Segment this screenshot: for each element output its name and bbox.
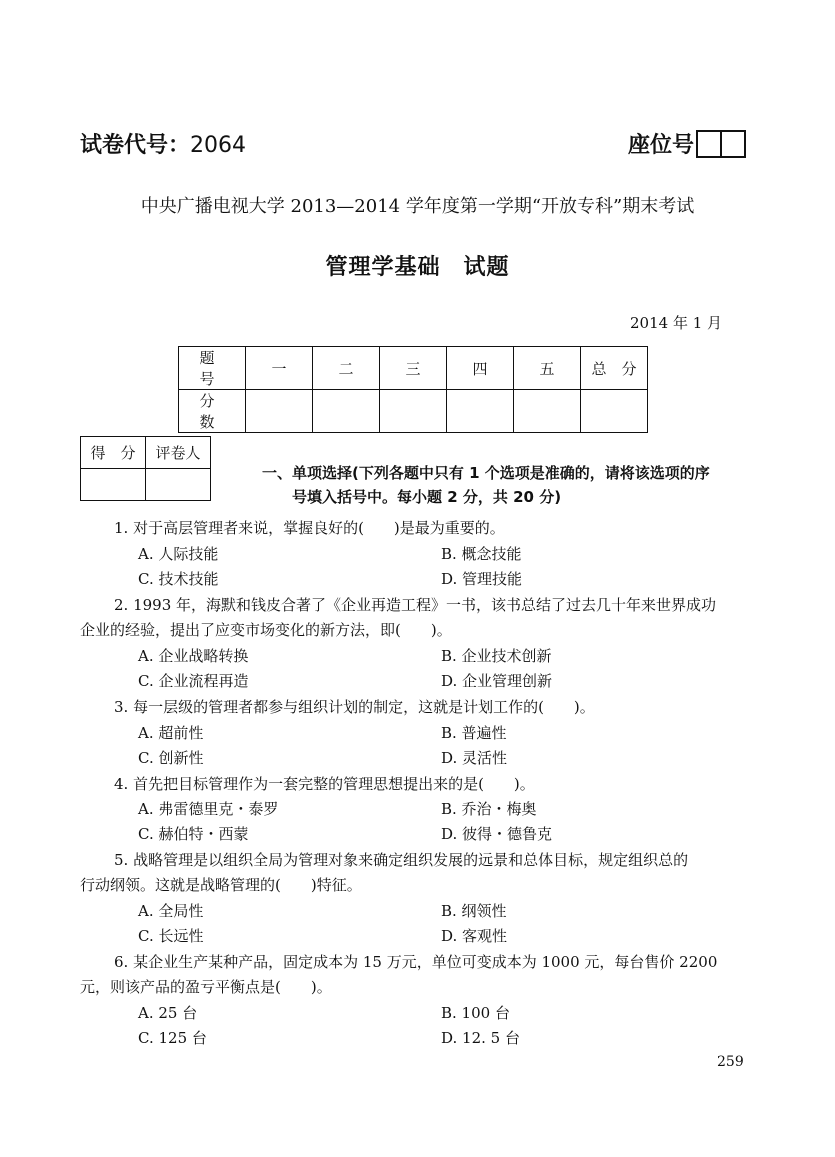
question-3-stem: 3. 每一层级的管理者都参与组织计划的制定，这就是计划工作的( )。 <box>114 698 595 716</box>
score-table-score-row <box>179 390 648 433</box>
question-2-stem-continued: 企业的经验，提出了应变市场变化的新方法，即( )。 <box>80 621 452 639</box>
score-table-cell: 分 数 <box>179 390 246 433</box>
score-table-cell: 四 <box>447 347 514 390</box>
grader-table-entry-row <box>81 469 211 501</box>
question-1-option-c: C. 技术技能 <box>138 570 219 588</box>
score-table-cell: 二 <box>313 347 380 390</box>
seat-number-box[interactable] <box>720 130 746 158</box>
question-5-option-c: C. 长远性 <box>138 927 204 945</box>
exam-header: 中央广播电视大学 2013—2014 学年度第一学期“开放专科”期末考试 <box>140 196 695 217</box>
question-1-option-a: A. 人际技能 <box>138 545 219 563</box>
page-number: 259 <box>717 1054 744 1070</box>
question-4-stem: 4. 首先把目标管理作为一套完整的管理思想提出来的是( )。 <box>114 775 535 793</box>
question-6-option-d: D. 12. 5 台 <box>441 1029 520 1047</box>
question-1-option-b: B. 概念技能 <box>441 545 522 563</box>
question-6-stem-continued: 元，则该产品的盈亏平衡点是( )。 <box>80 978 332 996</box>
score-entry-cell[interactable] <box>246 390 313 433</box>
grader-table <box>80 436 211 501</box>
grader-name-entry[interactable] <box>146 469 211 501</box>
question-2-option-a: A. 企业战略转换 <box>138 647 249 665</box>
score-table-cell: 一 <box>246 347 313 390</box>
question-4-option-a: A. 弗雷德里克・泰罗 <box>138 800 279 818</box>
question-6-stem: 6. 某企业生产某种产品，固定成本为 15 万元，单位可变成本为 1000 元，每台售价 2200 <box>114 953 718 971</box>
question-3-option-c: C. 创新性 <box>138 749 204 767</box>
grader-score-label: 得 分 <box>81 437 146 469</box>
exam-title: 管理学基础 试题 <box>325 255 510 280</box>
exam-date: 2014 年 1 月 <box>630 314 723 332</box>
score-table-cell: 总 分 <box>581 347 648 390</box>
grader-name-label: 评卷人 <box>146 437 211 469</box>
paper-code <box>80 128 246 159</box>
seat-number-box[interactable] <box>696 130 722 158</box>
question-2-option-d: D. 企业管理创新 <box>441 672 553 690</box>
question-3-option-a: A. 超前性 <box>138 724 204 742</box>
section-title-line: 一、单项选择(下列各题中只有 1 个选项是准确的，请将该选项的序 <box>262 464 710 482</box>
question-5-option-b: B. 纲领性 <box>441 902 507 920</box>
paper-code-label: 试卷代号： <box>80 133 191 158</box>
score-table-cell: 五 <box>514 347 581 390</box>
question-1-stem: 1. 对于高层管理者来说，掌握良好的( )是最为重要的。 <box>114 519 505 537</box>
question-2-option-b: B. 企业技术创新 <box>441 647 552 665</box>
question-5-stem-continued: 行动纲领。这就是战略管理的( )特征。 <box>80 876 362 894</box>
question-4-option-c: C. 赫伯特・西蒙 <box>138 825 249 843</box>
question-6-option-b: B. 100 台 <box>441 1004 510 1022</box>
question-5-stem: 5. 战略管理是以组织全局为管理对象来确定组织发展的远景和总体目标，规定组织总的 <box>114 851 689 869</box>
score-entry-cell[interactable] <box>514 390 581 433</box>
grader-table-header-row <box>81 437 211 469</box>
section-title <box>262 461 757 509</box>
score-table-cell: 题 号 <box>179 347 246 390</box>
question-6-option-a: A. 25 台 <box>138 1004 198 1022</box>
seat-number-label: 座位号 <box>628 133 695 158</box>
score-table-header-row <box>179 347 648 390</box>
question-3-option-d: D. 灵活性 <box>441 749 508 767</box>
question-5-option-a: A. 全局性 <box>138 902 204 920</box>
question-4-option-d: D. 彼得・德鲁克 <box>441 825 553 843</box>
score-entry-cell[interactable] <box>447 390 514 433</box>
seat-number <box>628 128 746 159</box>
section-title-line: 号填入括号中。每小题 2 分，共 20 分) <box>292 488 562 506</box>
grader-score-entry[interactable] <box>81 469 146 501</box>
paper-code-value: 2064 <box>190 133 247 158</box>
score-entry-cell[interactable] <box>581 390 648 433</box>
score-entry-cell[interactable] <box>380 390 447 433</box>
question-2-option-c: C. 企业流程再造 <box>138 672 249 690</box>
score-table <box>178 346 648 433</box>
question-2-stem: 2. 1993 年，海默和钱皮合著了《企业再造工程》一书，该书总结了过去几十年来世界成功 <box>114 596 717 614</box>
question-6-option-c: C. 125 台 <box>138 1029 207 1047</box>
question-4-option-b: B. 乔治・梅奥 <box>441 800 537 818</box>
score-entry-cell[interactable] <box>313 390 380 433</box>
question-3-option-b: B. 普遍性 <box>441 724 507 742</box>
question-5-option-d: D. 客观性 <box>441 927 508 945</box>
score-table-cell: 三 <box>380 347 447 390</box>
question-1-option-d: D. 管理技能 <box>441 570 523 588</box>
